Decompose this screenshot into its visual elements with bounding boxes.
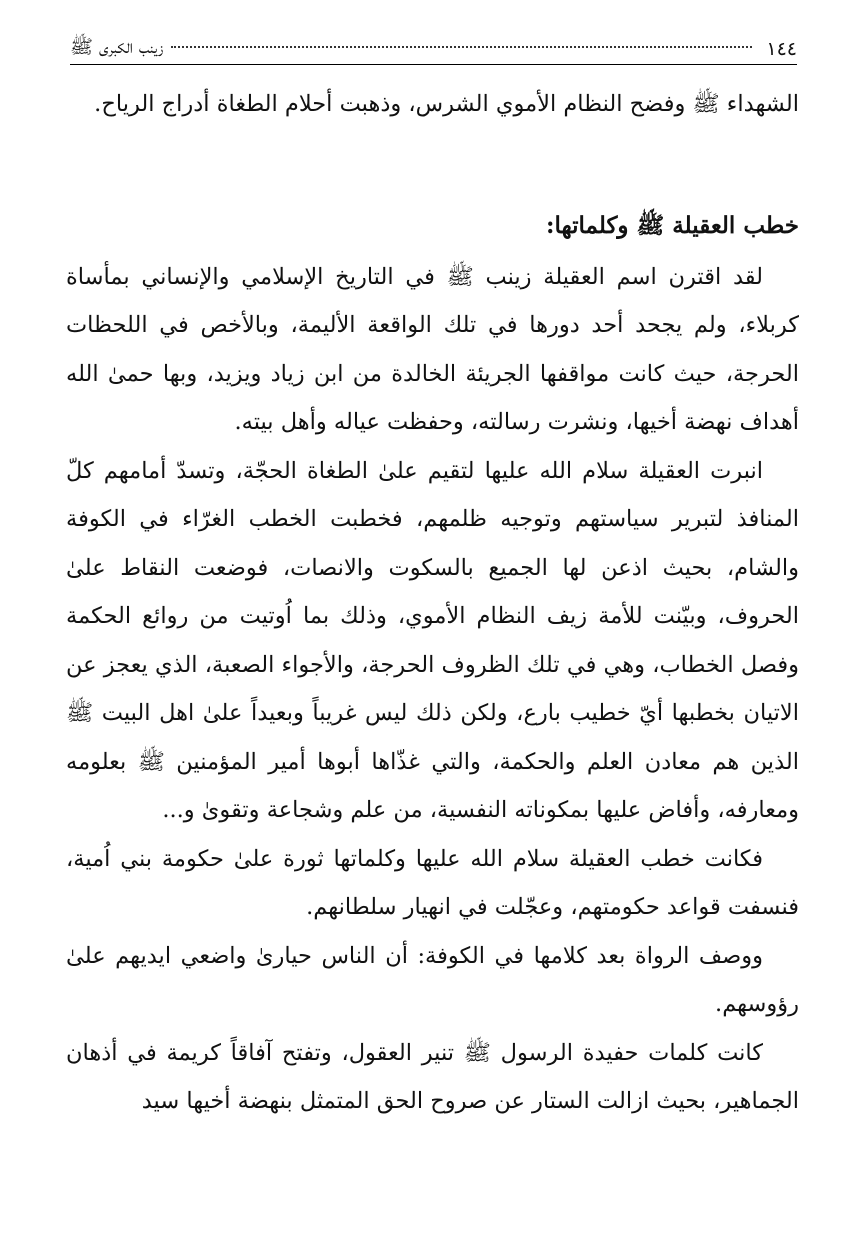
paragraph-3: فكانت خطب العقيلة سلام الله عليها وكلماتها ثورة علىٰ حكومة بني اُمية، فنسفت قواعد حكومتهم، وعجّلت في انهيار سلطانهم. xyxy=(66,845,799,920)
page-header xyxy=(70,34,797,65)
paragraph-1: لقد اقترن اسم العقيلة زينب ﷺ في التاريخ الإسلامي والإنساني بمأساة كربلاء، ولم يجحد أحد دورها في تلك الواقعة الأليمة، وبالأخص في اللحظات الحرجة، حيث كانت مواقفها الجريئة الخالدة من ابن زياد ويزيد، وبها حمىٰ الله أهداف نهضة أخيها، ونشرت رسالته، وحفظت عياله وأهل بيته. xyxy=(66,263,799,435)
paragraph-2: انبرت العقيلة سلام الله عليها لتقيم علىٰ الطغاة الحجّة، وتسدّ أمامهم كلّ المنافذ لتبرير سياستهم وتوجيه ظلمهم، فخطبت الخطب الغرّاء في الكوفة والشام، بحيث اذعن لها الجميع بالسكوت والانصات، فوضعت النقاط علىٰ الحروف، وبيّنت للأمة زيف النظام الأموي، وذلك بما اُوتيت من روائع الحكمة وفصل الخطاب، وهي في تلك الظروف الحرجة، والأجواء الصعبة، الذي يعجز عن الاتيان بخطبها أيّ خطيب بارع، ولكن ذلك ليس غريباً وبعيداً علىٰ اهل البيت ﷺ الذين هم معادن العلم والحكمة، والتي غذّاها أبوها أمير المؤمنين ﷺ بعلومه ومعارفه، وأفاض عليها بمكوناته النفسية، من علم وشجاعة وتقوىٰ و... xyxy=(66,457,799,823)
running-title: زينب الكبرى ﷺ xyxy=(70,36,164,58)
paragraph-4: ووصف الرواة بعد كلامها في الكوفة: أن الناس حيارىٰ واضعي ايديهم علىٰ رؤوسهم. xyxy=(66,942,799,1017)
page-body xyxy=(66,80,799,1126)
header-leader-dots xyxy=(171,45,752,48)
page-number: ١٤٤ xyxy=(766,38,797,60)
section-heading: خطب العقيلة ﷺ وكلماتها: xyxy=(546,211,799,239)
paragraph-5: كانت كلمات حفيدة الرسول ﷺ تنير العقول، وتفتح آفاقاً كريمة في أذهان الجماهير، بحيث ازالت الستار عن صروح الحق المتمثل بنهضة أخيها سيد xyxy=(66,1039,799,1114)
paragraph-continuation: الشهداء ﷺ وفضح النظام الأموي الشرس، وذهبت أحلام الطغاة أدراج الرياح. xyxy=(94,91,799,117)
